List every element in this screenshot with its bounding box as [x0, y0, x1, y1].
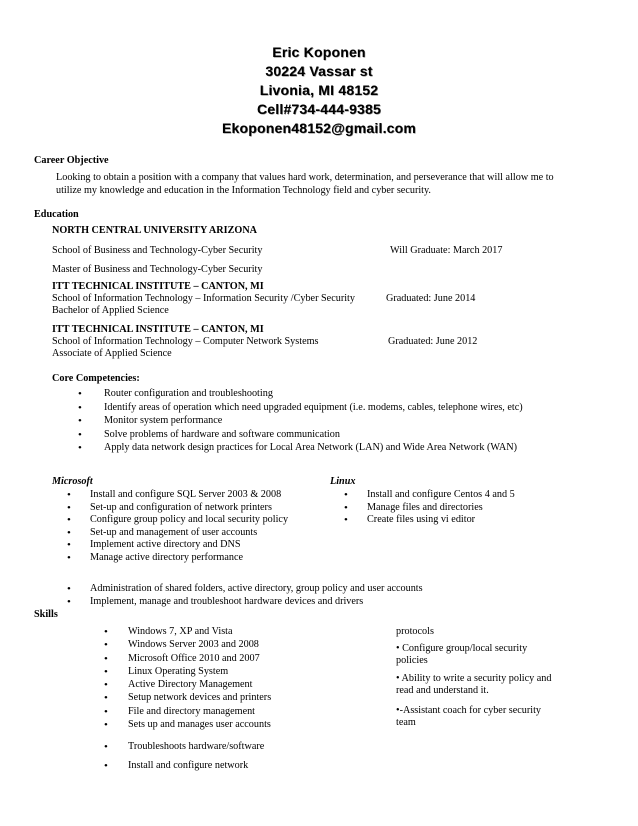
header-name: Eric Koponen	[272, 44, 366, 60]
education-heading: Education	[34, 209, 79, 220]
list-item: • Monitor system performance	[90, 415, 523, 429]
skills-right-4: •-Assistant coach for cyber security team	[396, 705, 542, 728]
school2-name: ITT TECHNICAL INSTITUTE – CANTON, MI	[52, 281, 264, 292]
skills-list	[104, 626, 271, 732]
list-item: • Create files using vi editor	[345, 514, 515, 527]
career-line-1: Looking to obtain a position with a company that values hard work, determination, and perseverance that will allow me to	[56, 172, 554, 183]
skills-right-3: • Ability to write a security policy and read and understand it.	[396, 673, 552, 696]
microsoft-heading: Microsoft	[52, 476, 93, 487]
school1-program2: Master of Business and Technology-Cyber Security	[52, 264, 263, 275]
list-item: • File and directory management	[104, 706, 271, 719]
school3-date: Graduated: June 2012	[388, 336, 478, 347]
list-item: • Active Directory Management	[104, 679, 271, 692]
list-item: • Router configuration and troubleshooting	[90, 388, 523, 402]
core-list	[90, 388, 523, 456]
school1-name: NORTH CENTRAL UNIVERSITY ARIZONA	[52, 225, 258, 236]
list-item: • Solve problems of hardware and software communication	[90, 429, 523, 443]
list-item: • Set-up and management of user accounts	[68, 527, 288, 540]
linux-heading: Linux	[330, 476, 356, 487]
admin-list	[68, 583, 423, 609]
school1-program1: School of Business and Technology-Cyber Security	[52, 245, 263, 256]
list-item: • Apply data network design practices for Local Area Network (LAN) and Wide Area Network (WAN)	[90, 442, 523, 456]
list-item: • Set-up and configuration of network printers	[68, 502, 288, 515]
school3-program: School of Information Technology – Computer Network Systems	[52, 336, 319, 347]
list-item: • Administration of shared folders, active directory, group policy and user accounts	[68, 583, 423, 596]
core-heading: Core Competencies:	[52, 373, 140, 384]
linux-list	[345, 489, 515, 527]
list-item: • Manage active directory performance	[68, 552, 288, 565]
microsoft-list	[68, 489, 288, 565]
career-line-2: utilize my knowledge and education in the Information Technology field and cyber security.	[56, 185, 431, 196]
header-cell: Cell#734-444-9385	[256, 101, 382, 117]
list-item: • Linux Operating System	[104, 666, 271, 679]
school3-degree: Associate of Applied Science	[52, 348, 172, 359]
list-item: • Setup network devices and printers	[104, 692, 271, 705]
skills-right-2: • Configure group/local security policies	[396, 643, 528, 666]
list-item: • Implement active directory and DNS	[68, 539, 288, 552]
school1-date1: Will Graduate: March 2017	[390, 245, 503, 256]
school2-degree: Bachelor of Applied Science	[52, 305, 169, 316]
school2-program: School of Information Technology – Information Security /Cyber Security	[52, 293, 355, 304]
skills-extra-2: • Install and configure network	[104, 760, 248, 771]
school3-name: ITT TECHNICAL INSTITUTE – CANTON, MI	[52, 324, 264, 335]
list-item: • Windows 7, XP and Vista	[104, 626, 271, 639]
list-item: • Manage files and directories	[345, 502, 515, 515]
list-item: • Windows Server 2003 and 2008	[104, 639, 271, 652]
skills-heading: Skills	[34, 609, 58, 620]
list-item: • Identify areas of operation which need upgraded equipment (i.e. modems, cables, telephone wires, etc)	[90, 402, 523, 416]
list-item: • Implement, manage and troubleshoot hardware devices and drivers	[68, 596, 423, 609]
career-heading: Career Objective	[34, 155, 109, 166]
header-email: Ekoponen48152@gmail.com	[221, 120, 417, 136]
header-street: 30224 Vassar st	[265, 63, 373, 79]
list-item: • Microsoft Office 2010 and 2007	[104, 653, 271, 666]
school2-date: Graduated: June 2014	[386, 293, 476, 304]
skills-right-1: protocols	[396, 626, 434, 637]
list-item: • Configure group policy and local security policy	[68, 514, 288, 527]
list-item: • Install and configure SQL Server 2003 & 2008	[68, 489, 288, 502]
list-item: • Sets up and manages user accounts	[104, 719, 271, 732]
skills-extra-1: • Troubleshoots hardware/software	[104, 741, 264, 752]
header-city: Livonia, MI 48152	[259, 82, 379, 98]
list-item: • Install and configure Centos 4 and 5	[345, 489, 515, 502]
